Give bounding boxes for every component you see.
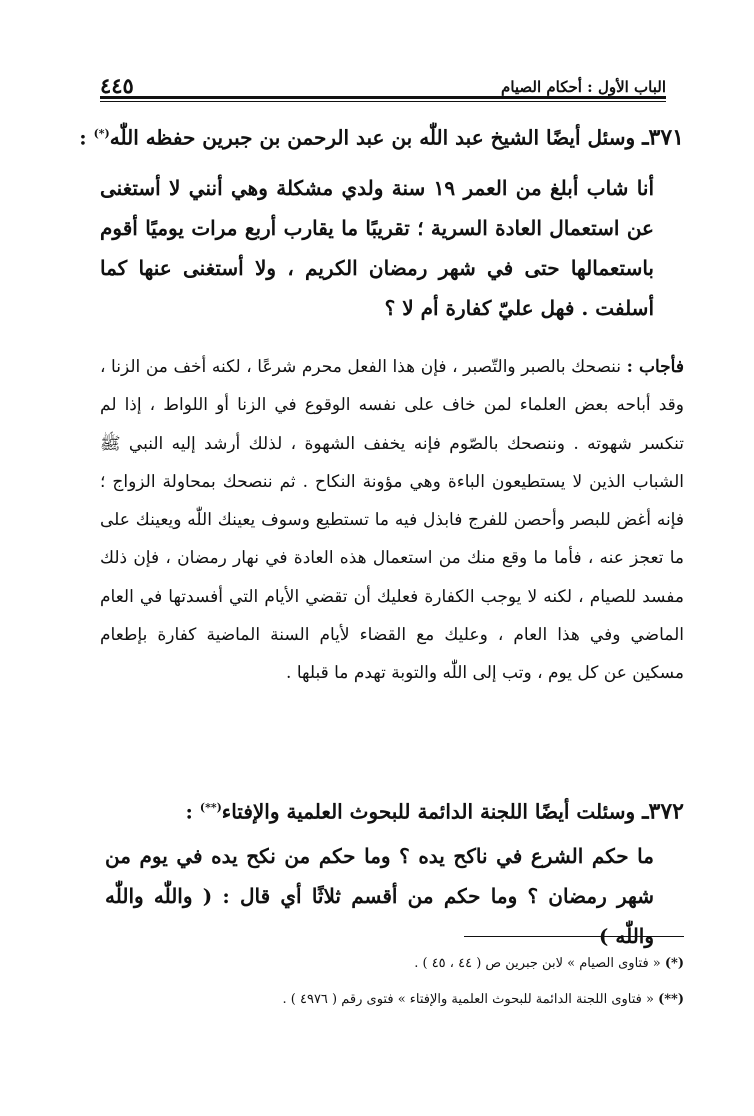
fatwa-371-question: أنا شاب أبلغ من العمر ١٩ سنة ولدي مشكلة وهي أنني لا أستغنى عن استعمال العادة السرية ؛ تقريبًا ما يقارب أربع مرات يوميًا أقوم باستعمالها حتى في شهر رمضان الكريم ، ولا أستغنى عنها كما أسلفت . فهل عليّ كفارة أم لا ؟ xyxy=(100,176,654,320)
footnote-2 xyxy=(150,982,684,1018)
fatwa-371-heading xyxy=(79,118,684,154)
footnotes xyxy=(150,946,684,1018)
fatwa-372-heading-end: : xyxy=(185,799,200,824)
footnote-2-text: « فتاوى اللجنة الدائمة للبحوث العلمية والإفتاء » فتوى رقم ( ٤٩٧٦ ) . xyxy=(282,992,659,1007)
fatwa-372-heading-text: وسئلت أيضًا اللجنة الدائمة للبحوث العلمية والإفتاء xyxy=(221,799,636,824)
page-number: ٤٤٥ xyxy=(100,73,134,98)
page-header xyxy=(100,62,666,96)
fatwa-371-heading-text: وسئل أيضًا الشيخ عبد اللّٰه بن عبد الرحمن بن جبرين حفظه اللّٰه xyxy=(109,125,636,150)
answer-label: فأجاب : xyxy=(626,357,684,377)
answer-text: ننصحك بالصبر والتّصبر ، فإن هذا الفعل محرم شرعًا ، لكنه أخف من الزنا ، وقد أباحه بعض العلماء لمن خاف على نفسه الوقوع في الزنا أو اللواط ، إذا لم تنكسر شهوته . وننصحك بالصّوم فإنه يخفف الشهوة ، لذلك أرشد إليه النبي ﷺ الشباب الذين لا يستطيعون الباءة وهي مؤونة النكاح . ثم ننصحك بمحاولة الزواج ؛ فإنه أغض للبصر وأحصن للفرج فابذل فيه ما تستطيع وسوف يعينك اللّٰه ويعينك على ما تعجز عنه ، فأما ما وقع منك من استعمال هذه العادة في نهار رمضان ، فإن ذلك مفسد للصيام ، لكنه لا يوجب الكفارة فعليك أن تقضي الأيام التي أفسدتها في العام الماضي وفي هذا العام ، وعليك مع القضاء لأيام السنة الماضية كفارة بإطعام مسكين عن كل يوم ، وتب إلى اللّٰه والتوبة تهدم ما قبلها . xyxy=(100,357,684,684)
running-title: الباب الأول : أحكام الصيام xyxy=(501,78,666,96)
fatwa-372-heading xyxy=(100,792,684,828)
header-rule xyxy=(100,96,666,102)
fatwa-371-answer xyxy=(100,348,684,693)
footnote-rule xyxy=(464,936,684,937)
footnote-1-marker: (*) xyxy=(664,956,684,971)
fatwa-371-number: ٣٧١ـ xyxy=(642,124,684,151)
footnote-1-text: « فتاوى الصيام » لابن جبرين ص ( ٤٤ ، ٤٥ ) . xyxy=(414,956,665,971)
fatwa-372-number: ٣٧٢ـ xyxy=(642,798,684,825)
fatwa-371-heading-end: : xyxy=(79,125,94,150)
footnote-2-marker: (**) xyxy=(658,992,684,1007)
footnote-1 xyxy=(150,946,684,982)
fatwa-371-footnote-ref: (*) xyxy=(93,127,110,140)
fatwa-372-question: ما حكم الشرع في ناكح يده ؟ وما حكم من نكح يده في يوم من شهر رمضان ؟ وما حكم من أقسم ثلاثًا أي قال : ( واللّٰه واللّٰه واللّٰه ) xyxy=(105,844,654,948)
fatwa-372-footnote-ref: (**) xyxy=(199,801,222,814)
